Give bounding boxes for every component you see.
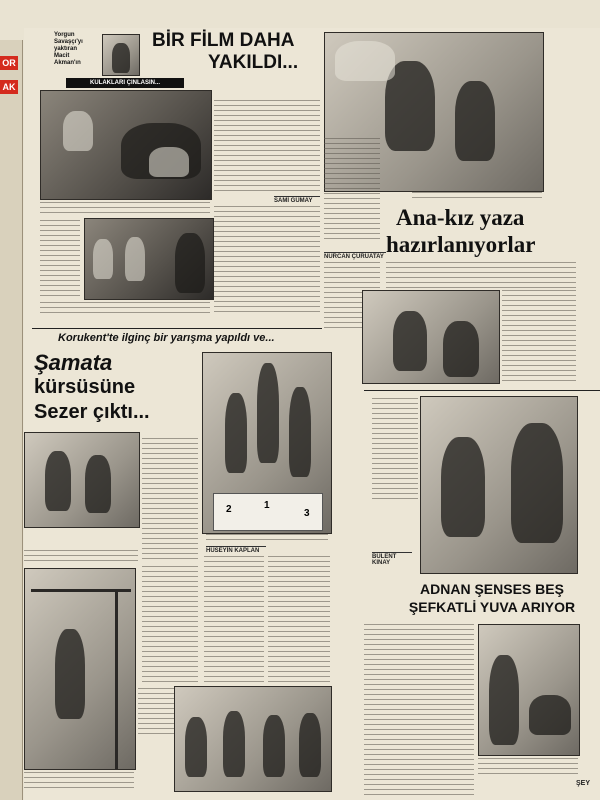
page-corner-label: ŞEY: [576, 780, 591, 787]
korukent-text-3: [268, 556, 330, 682]
climbing-frame-photo: [24, 568, 136, 770]
korukent-byline: HÜSEYİN KAPLAN: [206, 546, 266, 554]
film-group-photo: [84, 218, 214, 300]
podium-photo: [202, 352, 332, 534]
podium-block: [213, 493, 323, 531]
film-side-text: [40, 220, 80, 296]
portrait-photo: [102, 34, 140, 76]
adnan-byline: BÜLENT KINAY: [372, 552, 412, 566]
korukent-kicker: Korukent'te ilginç bir yarışma yapıldı ve...: [58, 332, 275, 344]
korukent-headline: Şamata kürsüsüne Sezer çıktı...: [34, 350, 150, 423]
mother-daughter-photo-2: [362, 290, 500, 384]
korukent-text-1: [142, 566, 198, 682]
sports-group-photo: [174, 686, 332, 792]
film-headline: BİR FİLM DAHA YAKILDI...: [152, 30, 299, 73]
exercise-photo-caption: [412, 192, 542, 202]
previous-page-edge: [0, 40, 23, 800]
girls-photo-caption: [24, 550, 138, 562]
podium-caption: [206, 534, 328, 544]
mother-daughter-headline: Ana-kız yaza hazırlanıyorlar: [386, 205, 536, 257]
adnan-headline: ADNAN ŞENSES BEŞ ŞEFKATLİ YUVA ARIYOR: [408, 581, 576, 615]
side-caption: [138, 688, 174, 738]
previous-page-tag: AK: [0, 80, 18, 94]
mother-daughter-byline: NURCAN ÇURUATAY: [324, 252, 386, 260]
dog-photo: [478, 624, 580, 756]
korukent-text-2: [204, 556, 264, 682]
podium-place-1: 1: [264, 500, 270, 511]
korukent-intro-text: [142, 438, 198, 562]
adnan-box-border: [364, 390, 600, 391]
adnan-photo: [420, 396, 578, 574]
film-article-text: [214, 100, 320, 194]
film-caption-bottom: [40, 302, 210, 316]
mother-daughter-text-3: [502, 290, 576, 382]
newspaper-sheet: [24, 28, 600, 800]
adnan-intro-text: [372, 398, 418, 502]
adnan-text-1: [364, 624, 474, 796]
section-divider: [32, 328, 322, 329]
podium-place-3: 3: [304, 508, 310, 519]
film-label: KULAKLARI ÇINLASIN...: [66, 78, 184, 88]
climbing-photo-caption: [24, 772, 134, 790]
podium-place-2: 2: [226, 504, 232, 515]
film-byline: SAMİ GÜMAY: [274, 196, 320, 204]
mother-daughter-text-2: [386, 262, 576, 288]
film-still-photo: [40, 90, 212, 200]
previous-page-tag: OR: [0, 56, 18, 70]
dog-photo-caption: [478, 758, 578, 776]
mother-daughter-intro: [324, 138, 380, 240]
girls-photo: [24, 432, 140, 528]
film-caption-text: [40, 202, 210, 214]
film-article-continued: [214, 206, 320, 316]
film-kicker: Yorgun Savaşçı'yı yaktıran Macit Akman'ın: [54, 32, 83, 66]
